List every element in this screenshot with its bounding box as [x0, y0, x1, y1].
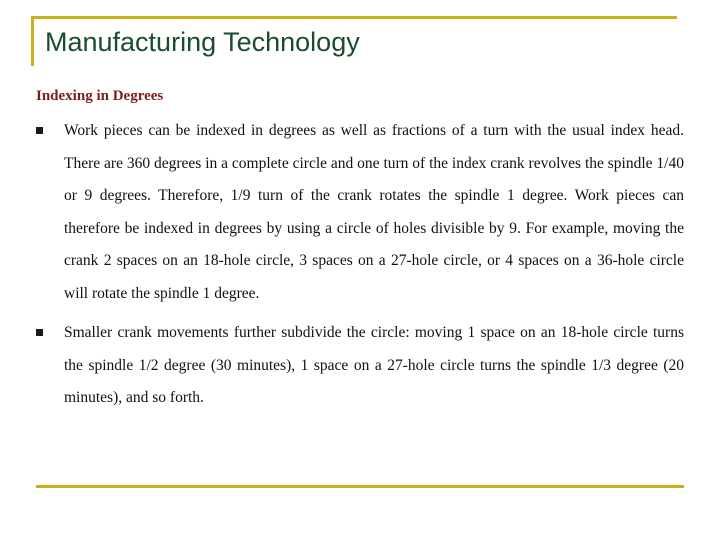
bullet-text: Work pieces can be indexed in degrees as well as fractions of a turn with the usual index head. There are 360 degrees in a complete circle and one turn of the index crank revolves the spindle 1/40 or 9 degrees. Therefore, 1/9 turn of the crank rotates the spindle 1 degree. Work pieces can therefore be indexed in degrees by using a circle of holes divisible by 9. For example, moving the crank 2 spaces on an 18-hole circle, 3 spaces on a 27-hole circle, or 4 spaces on a 36-hole circle will rotate the spindle 1 degree. [64, 122, 684, 302]
slide-title: Manufacturing Technology [45, 27, 360, 57]
section-heading: Indexing in Degrees [36, 88, 164, 104]
bottom-accent-line [36, 485, 684, 488]
bullet-item [36, 317, 684, 415]
bullet-list [36, 115, 684, 422]
square-bullet-icon [36, 329, 43, 336]
top-accent-line [31, 16, 677, 19]
bullet-text: Smaller crank movements further subdivide the circle: moving 1 space on an 18-hole circle turns the spindle 1/2 degree (30 minutes), 1 space on a 27-hole circle turns the spindle 1/3 degree (20 minutes), and so forth. [64, 324, 684, 406]
bullet-item [36, 115, 684, 310]
left-accent-line [31, 16, 34, 66]
square-bullet-icon [36, 127, 43, 134]
